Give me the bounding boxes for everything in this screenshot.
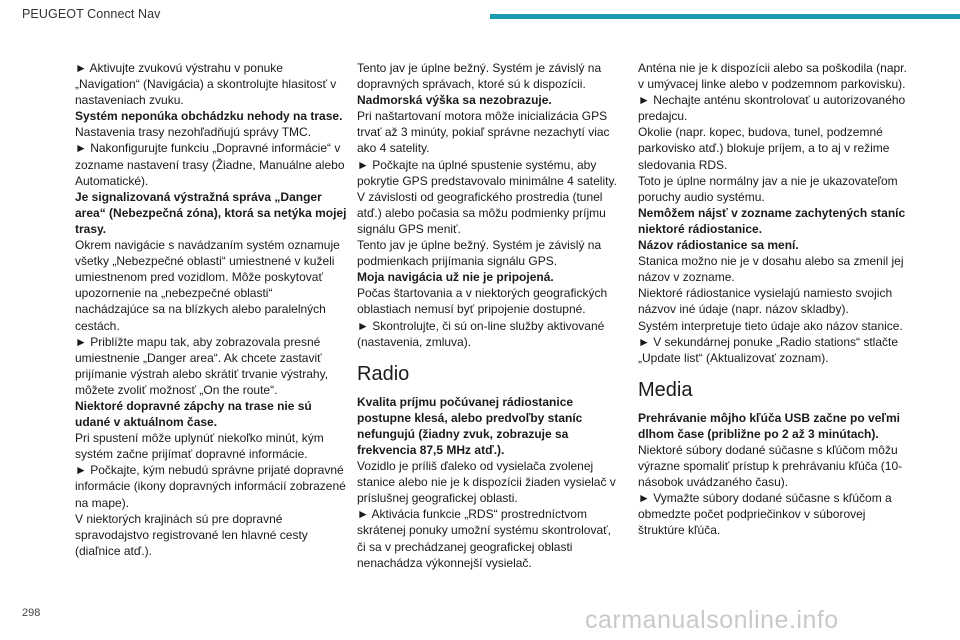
paragraph: Toto je úplne normálny jav a nie je ukazovateľom poruchy audio systému. xyxy=(638,173,898,204)
paragraph: Niektoré rádiostanice vysielajú namiesto svojich názvov iné údaje (napr. názov skladby). xyxy=(638,286,893,317)
paragraph: Počas štartovania a v niektorých geografických oblastiach nemusí byť pripojenie dostupné. xyxy=(357,286,608,317)
watermark: carmanualsonline.info xyxy=(585,606,839,634)
question-heading: Je signalizovaná výstražná správa „Danger area“ (Nebezpečná zóna), ktorá sa netýka mojej trasy. xyxy=(75,189,347,236)
paragraph: Vozidlo je príliš ďaleko od vysielača zvolenej stanice alebo nie je k dispozícii žiaden vysielač v príslušnej geografickej oblasti. xyxy=(357,459,616,506)
header-title: PEUGEOT Connect Nav xyxy=(22,7,161,21)
column-1 xyxy=(75,60,347,559)
paragraph: Tento jav je úplne bežný. Systém je závislý na podmienkach prijímania signálu GPS. xyxy=(357,238,602,269)
paragraph: ► Počkajte na úplné spustenie systému, aby pokrytie GPS predstavovalo minimálne 4 satelity. xyxy=(357,157,617,188)
question-heading: Moja navigácia už nie je pripojená. xyxy=(357,270,554,285)
section-heading: Radio xyxy=(357,362,410,385)
paragraph: ► Priblížte mapu tak, aby zobrazovala presné umiestnenie „Danger area“. Ak chcete zastaviť prijímanie výstrah alebo skrátiť trvanie výstrahy, môžete zvoliť možnosť „On the route“. xyxy=(75,334,329,397)
page-number: 298 xyxy=(22,607,41,619)
paragraph: Okrem navigácie s navádzaním systém oznamuje všetky „Nebezpečné oblasti“ umiestnené v kuželi umiestnenom pred vozidlom. Môže poskytovať upozornenie na „nebezpečné oblasti“ nachádzajúce sa na blízkych alebo paralelných cestách. xyxy=(75,238,340,333)
paragraph: Nastavenia trasy nezohľadňujú správy TMC. xyxy=(75,125,312,140)
question-heading: Prehrávanie môjho kľúča USB začne po veľmi dlhom čase (približne po 2 až 3 minútach). xyxy=(638,410,901,441)
paragraph: ► Aktivujte zvukovú výstrahu v ponuke „Navigation“ (Navigácia) a skontrolujte hlasitosť v nastaveniach zvuku. xyxy=(75,61,337,108)
question-heading: Názov rádiostanice sa mení. xyxy=(638,238,799,253)
paragraph: ► Vymažte súbory dodané súčasne s kľúčom a obmedzte počet podpriečinkov v súborovej štruktúre kľúča. xyxy=(638,491,892,538)
paragraph: ► Skontrolujte, či sú on-line služby aktivované (nastavenia, zmluva). xyxy=(357,318,605,349)
paragraph: Stanica možno nie je v dosahu alebo sa zmenil jej názov v zozname. xyxy=(638,254,904,285)
paragraph: ► V sekundárnej ponuke „Radio stations“ stlačte „Update list“ (Aktualizovať zoznam). xyxy=(638,334,899,365)
question-heading: Niektoré dopravné zápchy na trase nie sú udané v aktuálnom čase. xyxy=(75,398,312,430)
paragraph: Pri naštartovaní motora môže inicializácia GPS trvať až 3 minúty, pokiaľ správne nezachytí viac ako 4 satelity. xyxy=(357,109,610,156)
paragraph: V niektorých krajinách sú pre dopravné spravodajstvo registrované len hlavné cesty (diaľnice atď.). xyxy=(75,511,308,558)
paragraph: Niektoré súbory dodané súčasne s kľúčom môžu výrazne spomaliť prístup k prehrávaniu kľúča (10-násobok uvádzaného času). xyxy=(638,442,903,490)
paragraph: Pri spustení môže uplynúť niekoľko minút, kým systém začne prijímať dopravné informácie. xyxy=(75,431,324,462)
paragraph: Tento jav je úplne bežný. Systém je závislý na dopravných správach, ktoré sú k dispozícii. xyxy=(357,61,602,92)
question-heading: Nemôžem nájsť v zozname zachytených staníc niektoré rádiostanice. xyxy=(638,205,906,236)
paragraph: V závislosti od geografického prostredia (tunel atď.) alebo počasia sa môžu podmienky príjmu signálu GPS meniť. xyxy=(357,189,606,236)
question-heading: Nadmorská výška sa nezobrazuje. xyxy=(357,93,552,108)
paragraph: Anténa nie je k dispozícii alebo sa poškodila (napr. v umývacej linke alebo v podzemnom parkovisku). xyxy=(638,61,907,92)
paragraph: Systém interpretuje tieto údaje ako názov stanice. xyxy=(638,318,903,333)
question-heading: Systém neponúka obchádzku nehody na trase. xyxy=(75,109,343,124)
section-heading: Media xyxy=(638,378,693,401)
paragraph: ► Nechajte anténu skontrolovať u autorizovaného predajcu. xyxy=(638,93,906,124)
header-accent-bar xyxy=(490,14,960,19)
paragraph: ► Nakonfigurujte funkciu „Dopravné informácie“ v zozname nastavení trasy (Žiadne, Manuálne alebo Automatické). xyxy=(75,141,345,188)
column-3 xyxy=(638,60,913,539)
column-2 xyxy=(357,60,619,571)
paragraph: Okolie (napr. kopec, budova, tunel, podzemné parkovisko atď.) blokuje príjem, a to aj v režime sledovania RDS. xyxy=(638,125,890,172)
paragraph: ► Aktivácia funkcie „RDS“ prostredníctvom skrátenej ponuky umožní systému skontrolovať, či sa v prechádzanej geografickej oblasti nenachádza výkonnejší vysielač. xyxy=(357,507,611,570)
question-heading: Kvalita príjmu počúvanej rádiostanice postupne klesá, alebo predvoľby staníc nefungujú (žiadny zvuk, zobrazuje sa frekvencia 87,5 MHz atď.). xyxy=(357,394,583,457)
paragraph: ► Počkajte, kým nebudú správne prijaté dopravné informácie (ikony dopravných informácií zobrazené na mape). xyxy=(75,463,346,510)
